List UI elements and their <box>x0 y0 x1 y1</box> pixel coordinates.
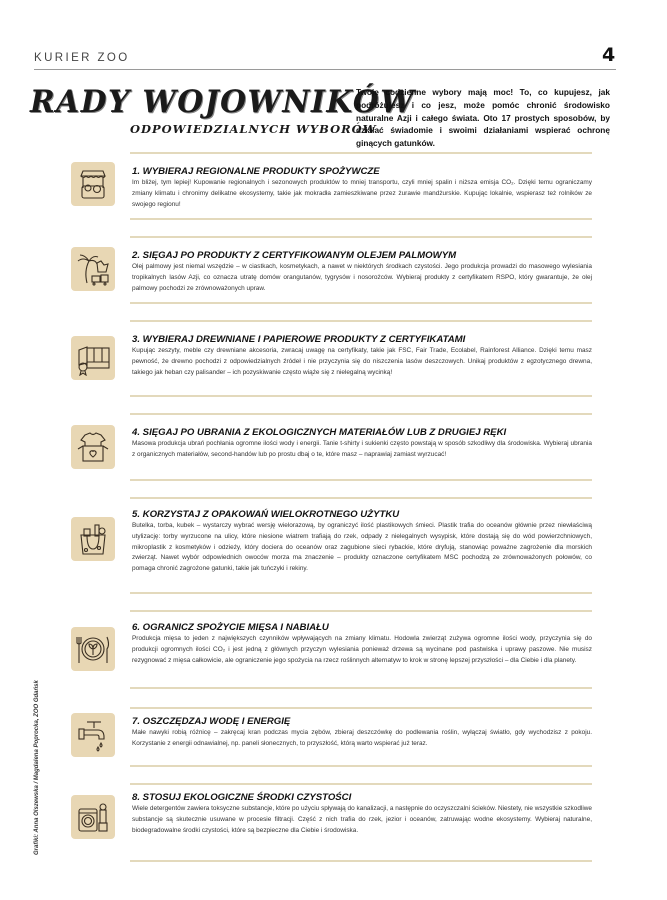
divider <box>130 610 592 612</box>
page-number: 4 <box>602 44 616 66</box>
divider <box>130 236 592 238</box>
plate-sprout-icon <box>71 627 115 671</box>
water-tap-icon <box>71 713 115 757</box>
header-divider <box>34 69 616 70</box>
item-text: Małe nawyki robią różnicę – zakręcaj kran podczas mycia zębów, zbieraj deszczówkę do podlewania roślin, wyłączaj światło, gdy wychodzisz z pokoju. Korzystanie z energii odnawialnej, np. paneli słonecznych, to przyszłość, którą warto wspierać już teraz. <box>132 729 592 747</box>
item-title: 5. KORZYSTAJ Z OPAKOWAŃ WIELOKROTNEGO UŻYTKU <box>132 509 400 520</box>
item-title: 8. STOSUJ EKOLOGICZNE ŚRODKI CZYSTOŚCI <box>132 792 352 803</box>
divider <box>130 707 592 709</box>
clothes-box-icon <box>71 425 115 469</box>
palm-tree-icon <box>71 247 115 291</box>
item-text: Butelka, torba, kubek – wystarczy wybrać wersję wielorazową, by ograniczyć ilość plastikowych śmieci. Plastik trafia do oceanów głównie przez niewłaściwą utylizację: torby wyrzucone na ulicy, które niesione wiatrem trafiają do rzek, odpady z nielegalnych wysypisk, które dostają się do wód powierzchniowych, mikroplastik z kosmetyków i odzieży, który dociera do oceanów oraz zagubione sieci rybackie, które dryfują, stanowiąc poważne zagrożenie dla morskich zwierząt. Nawet wybór odpowiednich owoców morza ma znaczenie – produkty oznaczone certyfikatem MSC pochodzą ze zrównoważonych połowów, co pomaga chronić zagrożone gatunki, takie jak tuńczyki i rekiny. <box>132 522 592 573</box>
graphics-credit: Grafiki: Anna Olszewska / Magdalena Poprocka, ZOO Gdańsk <box>34 680 40 855</box>
masthead: KURIER ZOO <box>34 52 130 64</box>
divider <box>130 320 592 322</box>
item-text: Masowa produkcja ubrań pochłania ogromne ilości wody i energii. Tanie t-shirty i sukienki często powstają w sposób szkodliwy dla środowiska. Wybieraj ubrania z organicznych materiałów, second-handów lub po prostu dbaj o te, które masz – naprawiaj zamiast wyrzucać! <box>132 440 592 458</box>
item-text: Produkcja mięsa to jeden z największych czynników wpływających na zmiany klimatu. Hodowla zwierząt zużywa ogromne ilości wody, przyczynia się do produkcji ogromnych ilości CO₂ i jest jedną z głównych przyczyn wylesiania ponieważ drzewa są wycinane pod pastwiska i uprawy paszowe. Nie musisz rezygnować z mięsa całkowicie, ale ograniczenie jego spożycia na rzecz roślinnych alternatyw to krok w stronę lepszej przyszłości – dla Ciebie i dla planety. <box>132 635 592 664</box>
item-text: Olej palmowy jest niemal wszędzie – w ciastkach, kosmetykach, a nawet w niektórych środkach czystości. Jego produkcja prowadzi do masowego wylesiania tropikalnych lasów Azji, co oznacza utratę domów orangutanów, tygrysów i nosorożców. Wybieraj produkty z certyfikatem RSPO, który gwarantuje, że olej palmowy pochodzi ze zrównoważonych upraw. <box>132 263 592 292</box>
divider <box>130 765 592 767</box>
item-title: 1. WYBIERAJ REGIONALNE PRODUKTY SPOŻYWCZE <box>132 166 380 177</box>
page-subtitle: ODPOWIEDZIALNYCH WYBORÓW <box>130 122 377 136</box>
item-title: 3. WYBIERAJ DREWNIANE I PAPIEROWE PRODUKTY Z CERTYFIKATAMI <box>132 334 466 345</box>
item-text: Kupując zeszyty, meble czy drewniane akcesoria, zwracaj uwagę na certyfikaty, takie jak FSC, Fair Trade, Ecolabel, Rainforest Alliance. Dzięki temu masz pewność, że drewno pochodzi z odpowiedzialnych źródeł i nie przyczynia się do niszczenia lasów deszczowych. Unikaj produktów z egzotycznego drewna, takiego jak heban czy palisander – ich pozyskiwanie często wiąże się z nielegalną wycinką! <box>132 347 592 376</box>
divider <box>130 302 592 304</box>
divider <box>130 479 592 481</box>
divider <box>130 395 592 397</box>
item-title: 6. OGRANICZ SPOŻYCIE MIĘSA I NABIAŁU <box>132 622 329 633</box>
item-text: Wiele detergentów zawiera toksyczne substancje, które po użyciu spływają do kanalizacji, a następnie do oczyszczalni ścieków. Niestety, nie wszystkie szkodliwe substancje są skutecznie usuwane w procesie filtracji. Część z nich trafia do rzek, jezior i oceanów, zatruwając wodne ekosystemy. Wybieraj naturalne, biodegradowalne środki czystości, które są bezpieczne dla Ciebie i środowiska. <box>132 805 592 834</box>
item-text: Im bliżej, tym lepiej! Kupowanie regionalnych i sezonowych produktów to mniej transportu, czyli mniej spalin i niższa emisja CO₂. Dzięki temu ograniczamy zmiany klimatu i chronimy delikatne ekosystemy, takie jak mokradła zamieszkiwane przez żurawie mandżurskie. Kupując lokalnie, wspierasz też rolników ze swojego regionu! <box>132 179 592 208</box>
divider <box>130 860 592 862</box>
intro-text: Twoje codzienne wybory mają moc! To, co kupujesz, jak podróżujesz i co jesz, może pomóc chronić środowisko naturalne Azji i całego świata. Oto 17 prostych sposobów, by działać świadomie i swoimi działaniami wspierać ochronę ginących gatunków. <box>356 87 610 149</box>
shopping-bag-icon <box>71 517 115 561</box>
item-title: 2. SIĘGAJ PO PRODUKTY Z CERTYFIKOWANYM OLEJEM PALMOWYM <box>132 250 457 261</box>
divider <box>130 687 592 689</box>
divider <box>130 592 592 594</box>
divider <box>130 218 592 220</box>
page-title: RADY WOJOWNIKÓW <box>30 84 416 120</box>
divider <box>130 152 592 154</box>
divider <box>130 413 592 415</box>
divider <box>130 497 592 499</box>
divider <box>130 783 592 785</box>
washing-machine-icon <box>71 795 115 839</box>
market-stall-icon <box>71 162 115 206</box>
wooden-furniture-icon <box>71 336 115 380</box>
item-title: 4. SIĘGAJ PO UBRANIA Z EKOLOGICZNYCH MATERIAŁÓW LUB Z DRUGIEJ RĘKI <box>132 427 507 438</box>
item-title: 7. OSZCZĘDZAJ WODĘ I ENERGIĘ <box>132 716 291 727</box>
